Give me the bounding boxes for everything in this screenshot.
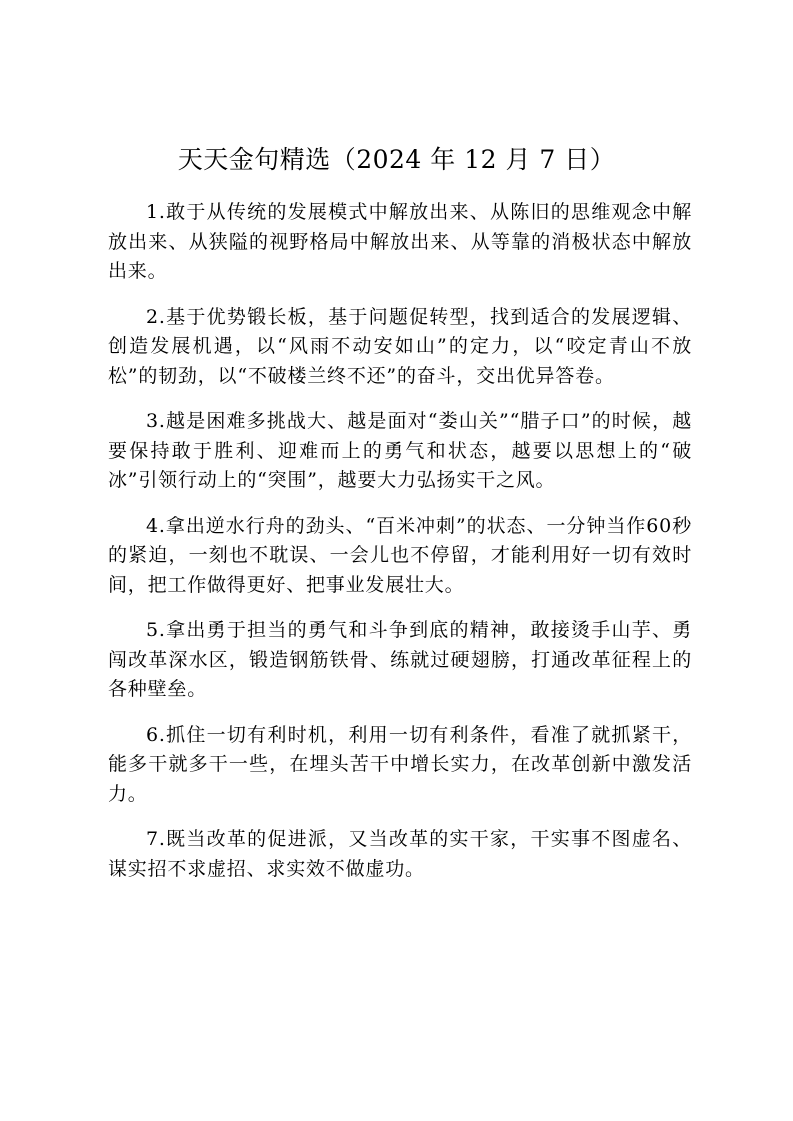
quote-list (108, 198, 692, 900)
quote-paragraph-2: 2.基于优势锻长板，基于问题促转型，找到适合的发展逻辑、创造发展机遇，以“风雨不动安如山”的定力，以“咬定青山不放松”的韧劲，以“不破楼兰终不还”的奋斗，交出优异答卷。 (108, 305, 692, 387)
quote-paragraph-7: 7.既当改革的促进派，又当改革的实干家，干实事不图虚名、谋实招不求虚招、求实效不做虚功。 (108, 828, 692, 880)
quote-paragraph-4: 4.拿出逆水行舟的劲头、“百米冲刺”的状态、一分钟当作60秒的紧迫，一刻也不耽误、一会儿也不停留，才能利用好一切有效时间，把工作做得更好、把事业发展壮大。 (108, 514, 692, 596)
page-title: 天天金句精选（2024 年 12 月 7 日） (177, 145, 616, 174)
quote-paragraph-6: 6.抓住一切有利时机，利用一切有利条件，看准了就抓紧干，能多干就多干一些，在埋头苦干中增长实力，在改革创新中激发活力。 (108, 723, 692, 805)
quote-paragraph-3: 3.越是困难多挑战大、越是面对“娄山关”“腊子口”的时候，越要保持敢于胜利、迎难而上的勇气和状态，越要以思想上的“破冰”引领行动上的“突围”，越要大力弘扬实干之风。 (108, 410, 692, 491)
quote-paragraph-1: 1.敢于从传统的发展模式中解放出来、从陈旧的思维观念中解放出来、从狭隘的视野格局中解放出来、从等靠的消极状态中解放出来。 (108, 201, 692, 282)
quote-paragraph-5: 5.拿出勇于担当的勇气和斗争到底的精神，敢接烫手山芋、勇闯改革深水区，锻造钢筋铁骨、练就过硬翅膀，打通改革征程上的各种壁垒。 (108, 619, 692, 700)
